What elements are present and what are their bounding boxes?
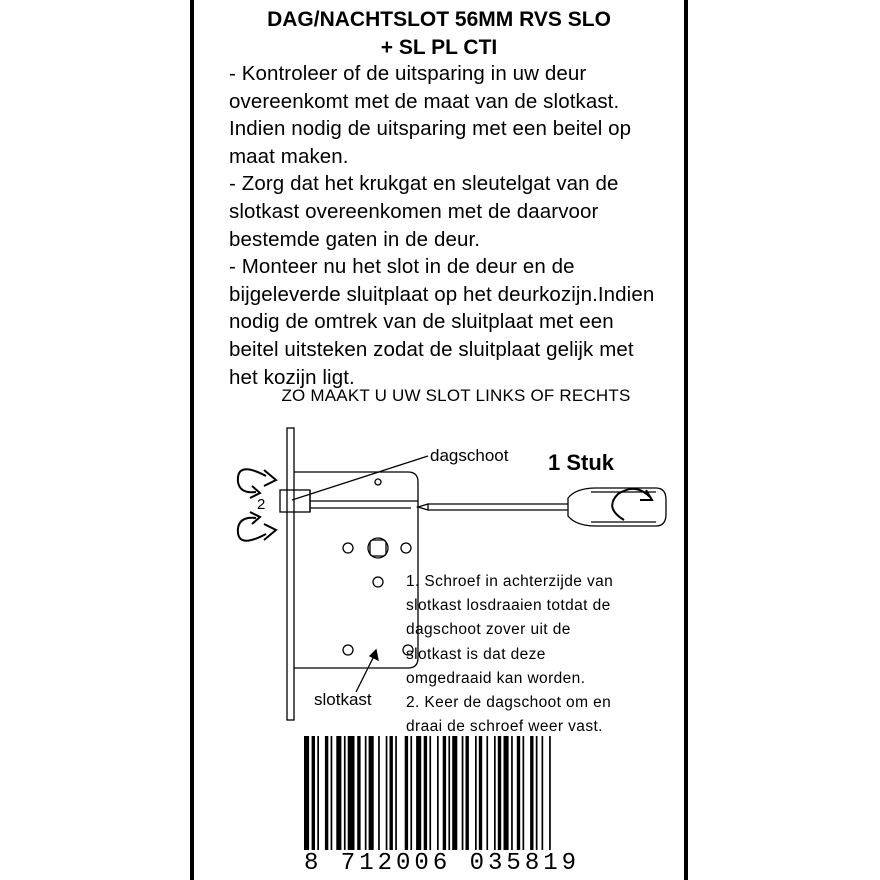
barcode-bar [378, 736, 380, 856]
barcode-bar [462, 736, 464, 856]
barcode-bar [365, 736, 367, 856]
barcode-bar [410, 736, 412, 856]
instruction-line: bestemde gaten in de deur. [229, 227, 481, 251]
barcode-bar [517, 736, 520, 856]
case-hole [375, 479, 381, 485]
instruction-line: beitel uitsteken zodat de sluitplaat gelijk met [229, 337, 634, 361]
instruction-line: maat maken. [229, 144, 349, 168]
barcode-bar [405, 736, 408, 856]
step-line: 1. Schroef in achterzijde van [406, 573, 614, 590]
barcode-bar [536, 736, 538, 856]
panel-left-border [190, 0, 194, 880]
barcode-bar [348, 736, 355, 856]
barcode-bar [466, 736, 469, 856]
front-plate [287, 428, 294, 720]
barcode-bar [523, 736, 525, 856]
barcode-bar [549, 736, 551, 856]
barcode-bar [369, 736, 374, 856]
step-line: omgedraaid kan worden. [406, 669, 586, 687]
quantity-label: 1 Stuk [548, 450, 615, 475]
adjustment-steps [406, 570, 613, 739]
barcode-bar [504, 736, 509, 856]
label-slotkast: slotkast [314, 690, 372, 709]
instruction-line: nodig de omtrek van de sluitplaat met een [229, 310, 614, 334]
barcode-bar [437, 736, 439, 856]
step-number-label: 2 [257, 496, 266, 513]
barcode-bar [312, 736, 315, 856]
case-hole [401, 543, 411, 553]
instruction-line: het kozijn ligt. [229, 365, 355, 389]
rotation-arrow-top [238, 469, 266, 492]
instruction-line: bijgeleverde sluitplaat op het deurkozijn.Indien [229, 282, 655, 306]
barcode-bar [443, 736, 446, 856]
barcode-bar [317, 736, 319, 856]
instruction-line: overeenkomt met de maat van de slotkast. [229, 89, 620, 113]
barcode-bar [542, 736, 544, 856]
barcode-bar [479, 736, 482, 856]
barcode-bar [416, 736, 421, 856]
barcode-bar [429, 736, 431, 856]
barcode-bar [390, 736, 393, 856]
step-line: slotkast losdraaien totdat de [406, 597, 611, 615]
product-title-line2: + SL PL CTI [380, 36, 498, 59]
instruction-line: slotkast overeenkomen met de daarvoor [229, 199, 599, 223]
step-line: dagschoot zover uit de [406, 621, 571, 639]
case-hole [343, 645, 353, 655]
barcode-bar [336, 736, 341, 856]
spindle-hole [370, 540, 386, 556]
label-dagschoot: dagschoot [430, 446, 509, 465]
barcode-bar [498, 736, 501, 856]
diagram-heading: ZO MAAKT U UW SLOT LINKS OF RECHTS [281, 386, 631, 405]
barcode-bar [357, 736, 360, 856]
step-line: slotkast is dat deze [406, 645, 546, 663]
barcode-bar [494, 736, 496, 856]
barcode-bar [452, 736, 457, 856]
latch-bolt [280, 490, 310, 512]
barcode-bar [395, 736, 397, 856]
product-title-line1: DAG/NACHTSLOT 56MM RVS SLO [267, 8, 611, 31]
step-line: draai de schroef weer vast. [406, 718, 603, 736]
rotation-arrow-bottom [238, 518, 266, 541]
case-hole [343, 543, 353, 553]
barcode-bar [448, 736, 450, 856]
instructions [229, 60, 689, 391]
barcode-bar [475, 736, 477, 856]
barcode-digits: 8 712006 035819 [304, 850, 581, 877]
barcode-bar [530, 736, 533, 856]
barcode-bar [486, 736, 488, 856]
barcode-bar [511, 736, 513, 856]
instruction-line: - Zorg dat het krukgat en sleutelgat van de [229, 172, 619, 196]
barcode-bar [424, 736, 427, 856]
instruction-line: - Monteer nu het slot in de deur en de [229, 255, 575, 279]
barcode-bar [325, 736, 328, 856]
step-line: 2. Keer de dagschoot om en [406, 694, 612, 712]
barcode-bar [344, 736, 346, 856]
case-hole [373, 577, 383, 587]
barcode-bar [386, 736, 388, 856]
instruction-line: - Kontroleer of de uitsparing in uw deur [229, 62, 587, 85]
barcode-bar [331, 736, 333, 856]
instruction-line: Indien nodig de uitsparing met een beitel op [229, 117, 632, 141]
